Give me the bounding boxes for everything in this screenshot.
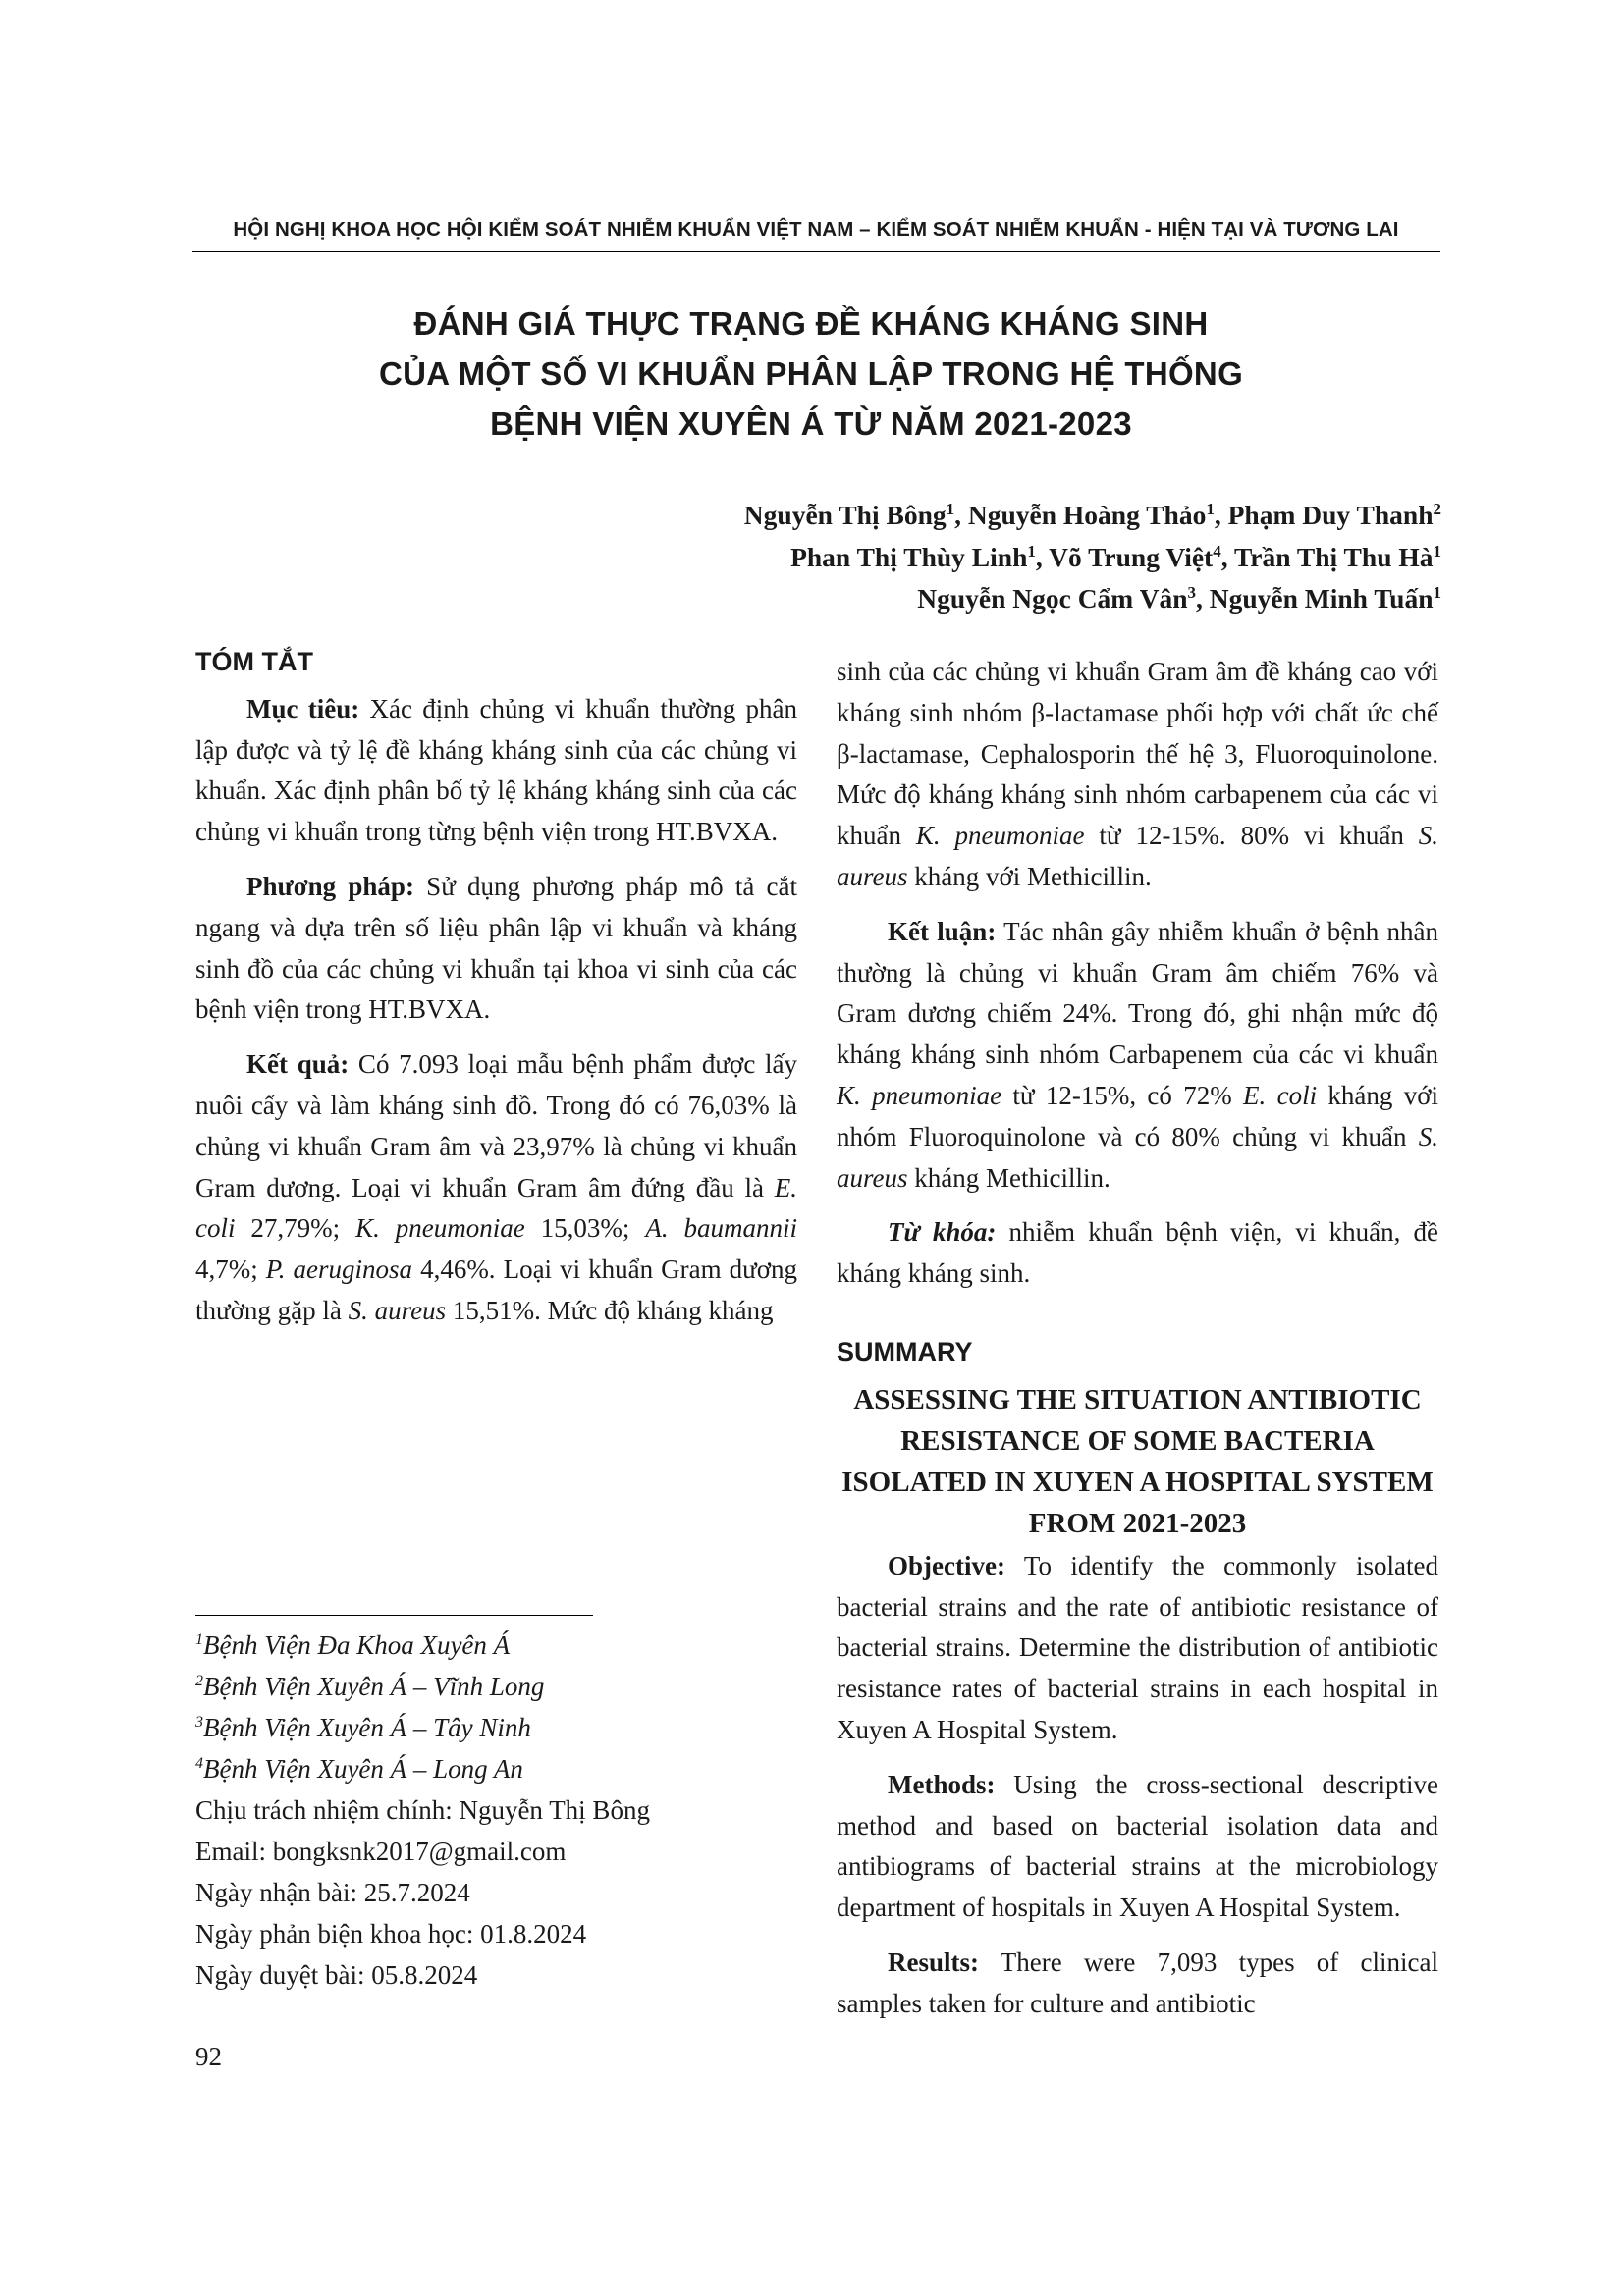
- species-name: E. coli: [1243, 1080, 1318, 1110]
- affiliation-mark: 1: [1206, 499, 1215, 518]
- affiliation-footnote: [195, 1666, 797, 1707]
- results-text: 27,79%;: [235, 1213, 356, 1244]
- conclusion-paragraph: [837, 912, 1438, 1200]
- author-separator: ,: [1220, 541, 1234, 572]
- results-text-en: There were 7,093 types of clinical samples taken for culture and antibiotic: [837, 1947, 1438, 2018]
- keywords-text: nhiễm khuẩn bệnh viện, vi khuẩn, đề kháng kháng sinh.: [837, 1217, 1438, 1289]
- affiliation-text: Bệnh Viện Xuyên Á – Vĩnh Long: [203, 1672, 545, 1701]
- author-name: Trần Thị Thu Hà: [1233, 541, 1434, 572]
- author-list: [744, 495, 1441, 620]
- title-line: ĐÁNH GIÁ THỰC TRẠNG ĐỀ KHÁNG KHÁNG SINH: [413, 305, 1209, 342]
- results-text: 4,7%;: [195, 1255, 266, 1285]
- author-name: Nguyễn Thị Bông: [743, 500, 947, 530]
- species-name: E. coli: [195, 1172, 797, 1244]
- results-text: từ 12-15%. 80% vi khuẩn: [1084, 821, 1419, 851]
- methods-label: Phương pháp:: [246, 871, 414, 901]
- author-separator: ,: [1035, 541, 1050, 572]
- species-name: K. pneumoniae: [355, 1213, 525, 1244]
- results-text: 15,51%. Mức độ kháng kháng: [446, 1295, 774, 1325]
- author-line: [744, 495, 1441, 537]
- methods-paragraph-en: [837, 1765, 1438, 1929]
- title-line: BỆNH VIỆN XUYÊN Á TỪ NĂM 2021-2023: [490, 405, 1132, 442]
- results-text: 15,03%;: [524, 1213, 646, 1244]
- page-number: 92: [195, 2042, 222, 2071]
- results-label: Kết quả:: [246, 1049, 350, 1080]
- author-name: Nguyễn Ngọc Cẩm Vân: [917, 583, 1188, 614]
- author-name: Phan Thị Thùy Linh: [790, 541, 1028, 572]
- left-column: [195, 642, 797, 1332]
- author-name: Nguyễn Hoàng Thảo: [967, 500, 1207, 530]
- affiliation-mark: 3: [1187, 582, 1196, 602]
- affiliation-mark: 2: [1433, 499, 1441, 518]
- species-name: P. aeruginosa: [265, 1255, 413, 1285]
- affiliation-mark: 1: [1027, 541, 1036, 561]
- reviewed-date: Ngày phản biện khoa học: 01.8.2024: [195, 1919, 587, 1949]
- affiliation-text: Bệnh Viện Xuyên Á – Tây Ninh: [203, 1713, 531, 1742]
- footnote-rule: [195, 1615, 593, 1616]
- conclusion-label: Kết luận:: [888, 916, 997, 946]
- affiliation-mark: 2: [195, 1673, 203, 1689]
- results-label-en: Results:: [888, 1947, 979, 1977]
- keywords-paragraph: [837, 1212, 1438, 1295]
- author-separator: ,: [1214, 500, 1228, 530]
- author-line: [744, 537, 1441, 579]
- objective-paragraph: [195, 689, 797, 853]
- paper-title: [192, 298, 1430, 449]
- author-name: Nguyễn Minh Tuấn: [1209, 583, 1434, 614]
- affiliation-text: Bệnh Viện Đa Khoa Xuyên Á: [203, 1630, 511, 1660]
- species-name: A. baumannii: [645, 1213, 798, 1244]
- objective-text-en: To identify the commonly isolated bacterial strains and the rate of antibiotic resistance of bacterial strains. Determine the distribution of antibiotic resistance rates of bacterial strains in each hospital in Xuyen A Hospital System.: [837, 1550, 1438, 1744]
- objective-label: Mục tiêu:: [246, 693, 360, 723]
- methods-paragraph: [195, 867, 797, 1031]
- accepted-date: Ngày duyệt bài: 05.8.2024: [195, 1960, 478, 1990]
- objective-paragraph-en: [837, 1546, 1438, 1751]
- affiliation-mark: 3: [195, 1714, 203, 1731]
- affiliation-mark: 1: [946, 499, 955, 518]
- author-name: Võ Trung Việt: [1049, 541, 1214, 572]
- header-rule: [192, 251, 1440, 252]
- summary-heading: SUMMARY: [837, 1336, 973, 1366]
- species-name: K. pneumoniae: [915, 821, 1085, 851]
- affiliation-mark: 1: [1433, 582, 1441, 602]
- english-title: ASSESSING THE SITUATION ANTIBIOTIC RESISTANCE OF SOME BACTERIA ISOLATED IN XUYEN A HOSPITAL SYSTEM FROM 2021-2023: [841, 1383, 1434, 1539]
- species-name: K. pneumoniae: [837, 1080, 1002, 1110]
- objective-label-en: Objective:: [888, 1550, 1005, 1580]
- email: Email: bongksnk2017@gmail.com: [195, 1837, 567, 1866]
- methods-label-en: Methods:: [888, 1769, 996, 1799]
- keywords-label: Từ khóa:: [888, 1217, 997, 1248]
- species-name: S. aureus: [837, 1121, 1438, 1193]
- results-continuation: [837, 652, 1438, 898]
- affiliation-footnote: [195, 1748, 797, 1789]
- objective-text: Xác định chủng vi khuẩn thường phân lập được và tỷ lệ đề kháng kháng sinh của các chủng vi khuẩn. Xác định phân bố tỷ lệ kháng kháng sinh của các chủng vi khuẩn trong từng bệnh viện trong HT.BVXA.: [195, 693, 797, 847]
- results-text: sinh của các chủng vi khuẩn Gram âm đề kháng cao với kháng sinh nhóm β-lactamase phối hợp với chất ức chế β-lactamase, Cephalosporin thế hệ 3, Fluoroquinolone. Mức độ kháng kháng sinh nhóm carbapenem của các vi khuẩn: [837, 657, 1438, 851]
- title-line: CỦA MỘT SỐ VI KHUẨN PHÂN LẬP TRONG HỆ THỐNG: [378, 355, 1244, 392]
- affiliation-mark: 4: [195, 1755, 203, 1772]
- results-paragraph-en: [837, 1943, 1438, 2025]
- conclusion-text: kháng với nhóm Fluoroquinolone và có 80% chủng vi khuẩn: [837, 1080, 1439, 1151]
- conclusion-text: Tác nhân gây nhiễm khuẩn ở bệnh nhân thường là chủng vi khuẩn Gram âm chiếm 76% và Gram dương chiếm 24%. Trong đó, ghi nhận mức độ kháng kháng sinh nhóm Carbapenem của các vi khuẩn: [837, 916, 1438, 1070]
- affiliation-text: Bệnh Viện Xuyên Á – Long An: [203, 1754, 523, 1784]
- species-name: S. aureus: [837, 821, 1438, 891]
- author-separator: ,: [1196, 583, 1210, 614]
- running-header: HỘI NGHỊ KHOA HỌC HỘI KIỂM SOÁT NHIỄM KHUẨN VIỆT NAM – KIỂM SOÁT NHIỄM KHUẨN - HIỆN TẠI VÀ TƯƠNG LAI: [233, 218, 1399, 240]
- affiliation-mark: 1: [195, 1631, 203, 1648]
- results-paragraph: [195, 1044, 797, 1332]
- author-name: Phạm Duy Thanh: [1227, 500, 1434, 530]
- conclusion-text: từ 12-15%, có 72%: [1001, 1080, 1244, 1110]
- affiliation-mark: 1: [1433, 541, 1441, 561]
- footnotes: [195, 1625, 797, 1996]
- author-line: [744, 578, 1441, 620]
- results-text: kháng với Methicillin.: [907, 861, 1152, 891]
- affiliation-footnote: [195, 1625, 797, 1666]
- corresponding-author: Chịu trách nhiệm chính: Nguyễn Thị Bông: [195, 1795, 650, 1825]
- species-name: S. aureus: [348, 1295, 447, 1325]
- methods-text-en: Using the cross-sectional descriptive method and based on bacterial isolation data and antibiograms of bacterial strains at the microbiology department of hospitals in Xuyen A Hospital System.: [837, 1769, 1438, 1923]
- author-separator: ,: [954, 500, 968, 530]
- conclusion-text: kháng Methicillin.: [907, 1162, 1110, 1193]
- results-text: Có 7.093 loại mẫu bệnh phẩm được lấy nuôi cấy và làm kháng sinh đồ. Trong đó có 76,03% là chủng vi khuẩn Gram âm và 23,97% là chủng vi khuẩn Gram dương. Loại vi khuẩn Gram âm đứng đầu là: [195, 1049, 797, 1202]
- results-text: 4,46%. Loại vi khuẩn Gram dương thường gặp là: [195, 1255, 797, 1325]
- affiliation-footnote: [195, 1707, 797, 1748]
- received-date: Ngày nhận bài: 25.7.2024: [195, 1878, 470, 1907]
- abstract-heading: TÓM TẮT: [195, 647, 313, 676]
- right-column: [837, 652, 1438, 2025]
- methods-text: Sử dụng phương pháp mô tả cắt ngang và dựa trên số liệu phân lập vi khuẩn và kháng sinh đồ của các chủng vi khuẩn tại khoa vi sinh của các bệnh viện trong HT.BVXA.: [195, 871, 797, 1025]
- affiliation-mark: 4: [1213, 541, 1221, 561]
